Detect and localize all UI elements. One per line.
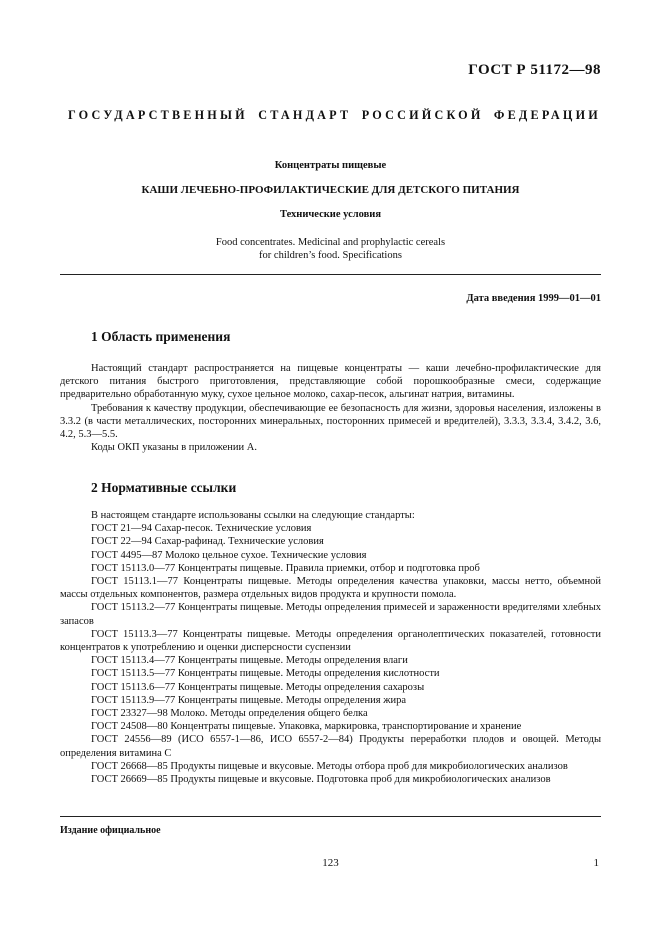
- title-category: Концентраты пищевые: [274, 160, 387, 171]
- divider: [60, 816, 601, 817]
- title-english-line: Food concentrates. Medicinal and prophylactic cereals: [215, 237, 446, 248]
- section-heading: 1 Область применения: [91, 329, 231, 344]
- title-english-line: for children’s food. Specifications: [259, 250, 402, 261]
- section-heading: 2 Нормативные ссылки: [91, 480, 237, 495]
- paragraph: Настоящий стандарт распространяется на пищевые концентраты — каши лечебно-профилактические для детского питания быстрого приготовления, представляющие собой порошкообразные смеси, содержащие предварительно обработанную муку, сухое цельное молоко, сахар-песок, альгинат натрия, витамины.: [60, 363, 601, 401]
- state-standard-title: [68, 108, 601, 123]
- paragraph: Коды ОКП указаны в приложении А.: [91, 442, 257, 454]
- state-title-word: ГОСУДАРСТВЕННЫЙ: [68, 108, 248, 122]
- paragraph: Требования к качеству продукции, обеспечивающие ее безопасность для жизни, здоровья населения, изложены в 3.3.2 (в части металлических, посторонних минеральных, посторонних примесей и вредителей), 3.3.3, 3.3.4, 3.4.2, 3.6, 4.2, 5.3—5.5.: [60, 402, 601, 441]
- reference-item: ГОСТ 24508—80 Концентраты пищевые. Упаковка, маркировка, транспортирование и хранение: [91, 721, 522, 733]
- state-title-word: СТАНДАРТ: [258, 108, 352, 122]
- edition-label: Издание официальное: [60, 825, 161, 836]
- paragraph: В настоящем стандарте использованы ссылки на следующие стандарты:: [91, 510, 415, 521]
- reference-item: ГОСТ 15113.5—77 Концентраты пищевые. Методы определения кислотности: [91, 668, 440, 680]
- reference-item: ГОСТ 22—94 Сахар-рафинад. Технические условия: [91, 536, 324, 548]
- reference-item: ГОСТ 15113.4—77 Концентраты пищевые. Методы определения влаги: [91, 655, 408, 667]
- reference-item: ГОСТ 15113.2—77 Концентраты пищевые. Методы определения примесей и зараженности вредителями хлебных запасов: [60, 602, 601, 627]
- reference-item: ГОСТ 26668—85 Продукты пищевые и вкусовые. Методы отбора проб для микробиологических анализов: [91, 760, 568, 772]
- section-body: [60, 362, 601, 454]
- gost-number: ГОСТ Р 51172—98: [468, 62, 601, 78]
- reference-item: ГОСТ 4495—87 Молоко цельное сухое. Технические условия: [91, 549, 367, 561]
- section-body: [60, 509, 601, 786]
- reference-item: ГОСТ 15113.6—77 Концентраты пищевые. Методы определения сахарозы: [91, 681, 425, 693]
- page-number: 123: [322, 857, 339, 869]
- reference-item: ГОСТ 15113.0—77 Концентраты пищевые. Правила приемки, отбор и подготовка проб: [91, 562, 480, 574]
- divider: [60, 274, 601, 275]
- reference-item: ГОСТ 26669—85 Продукты пищевые и вкусовые. Подготовка проб для микробиологических анализов: [91, 774, 551, 786]
- reference-item: ГОСТ 24556—89 (ИСО 6557-1—86, ИСО 6557-2—84) Продукты переработки плодов и овощей. Методы определения витамина С: [60, 734, 601, 759]
- state-title-word: РОССИЙСКОЙ: [361, 108, 484, 122]
- title-subtitle: Технические условия: [279, 209, 382, 220]
- title-english: [60, 236, 601, 262]
- reference-item: ГОСТ 15113.3—77 Концентраты пищевые. Методы определения органолептических показателей, готовности концентратов к употреблению и оценки дисперсности суспензии: [60, 628, 601, 654]
- reference-item: ГОСТ 23327—98 Молоко. Методы определения общего белка: [91, 708, 368, 720]
- title-main: КАШИ ЛЕЧЕБНО-ПРОФИЛАКТИЧЕСКИЕ ДЛЯ ДЕТСКОГО ПИТАНИЯ: [141, 184, 520, 196]
- local-page-number: 1: [593, 857, 599, 869]
- reference-item: ГОСТ 21—94 Сахар-песок. Технические условия: [91, 523, 312, 535]
- reference-item: ГОСТ 15113.9—77 Концентраты пищевые. Методы определения жира: [91, 694, 406, 706]
- reference-item: ГОСТ 15113.1—77 Концентраты пищевые. Методы определения качества упаковки, массы нетто, объемной массы отдельных компонентов, размера отдельных видов продукта и крупности помола.: [60, 576, 601, 601]
- state-title-word: ФЕДЕРАЦИИ: [493, 108, 601, 122]
- introduction-date: Дата введения 1999—01—01: [466, 293, 601, 304]
